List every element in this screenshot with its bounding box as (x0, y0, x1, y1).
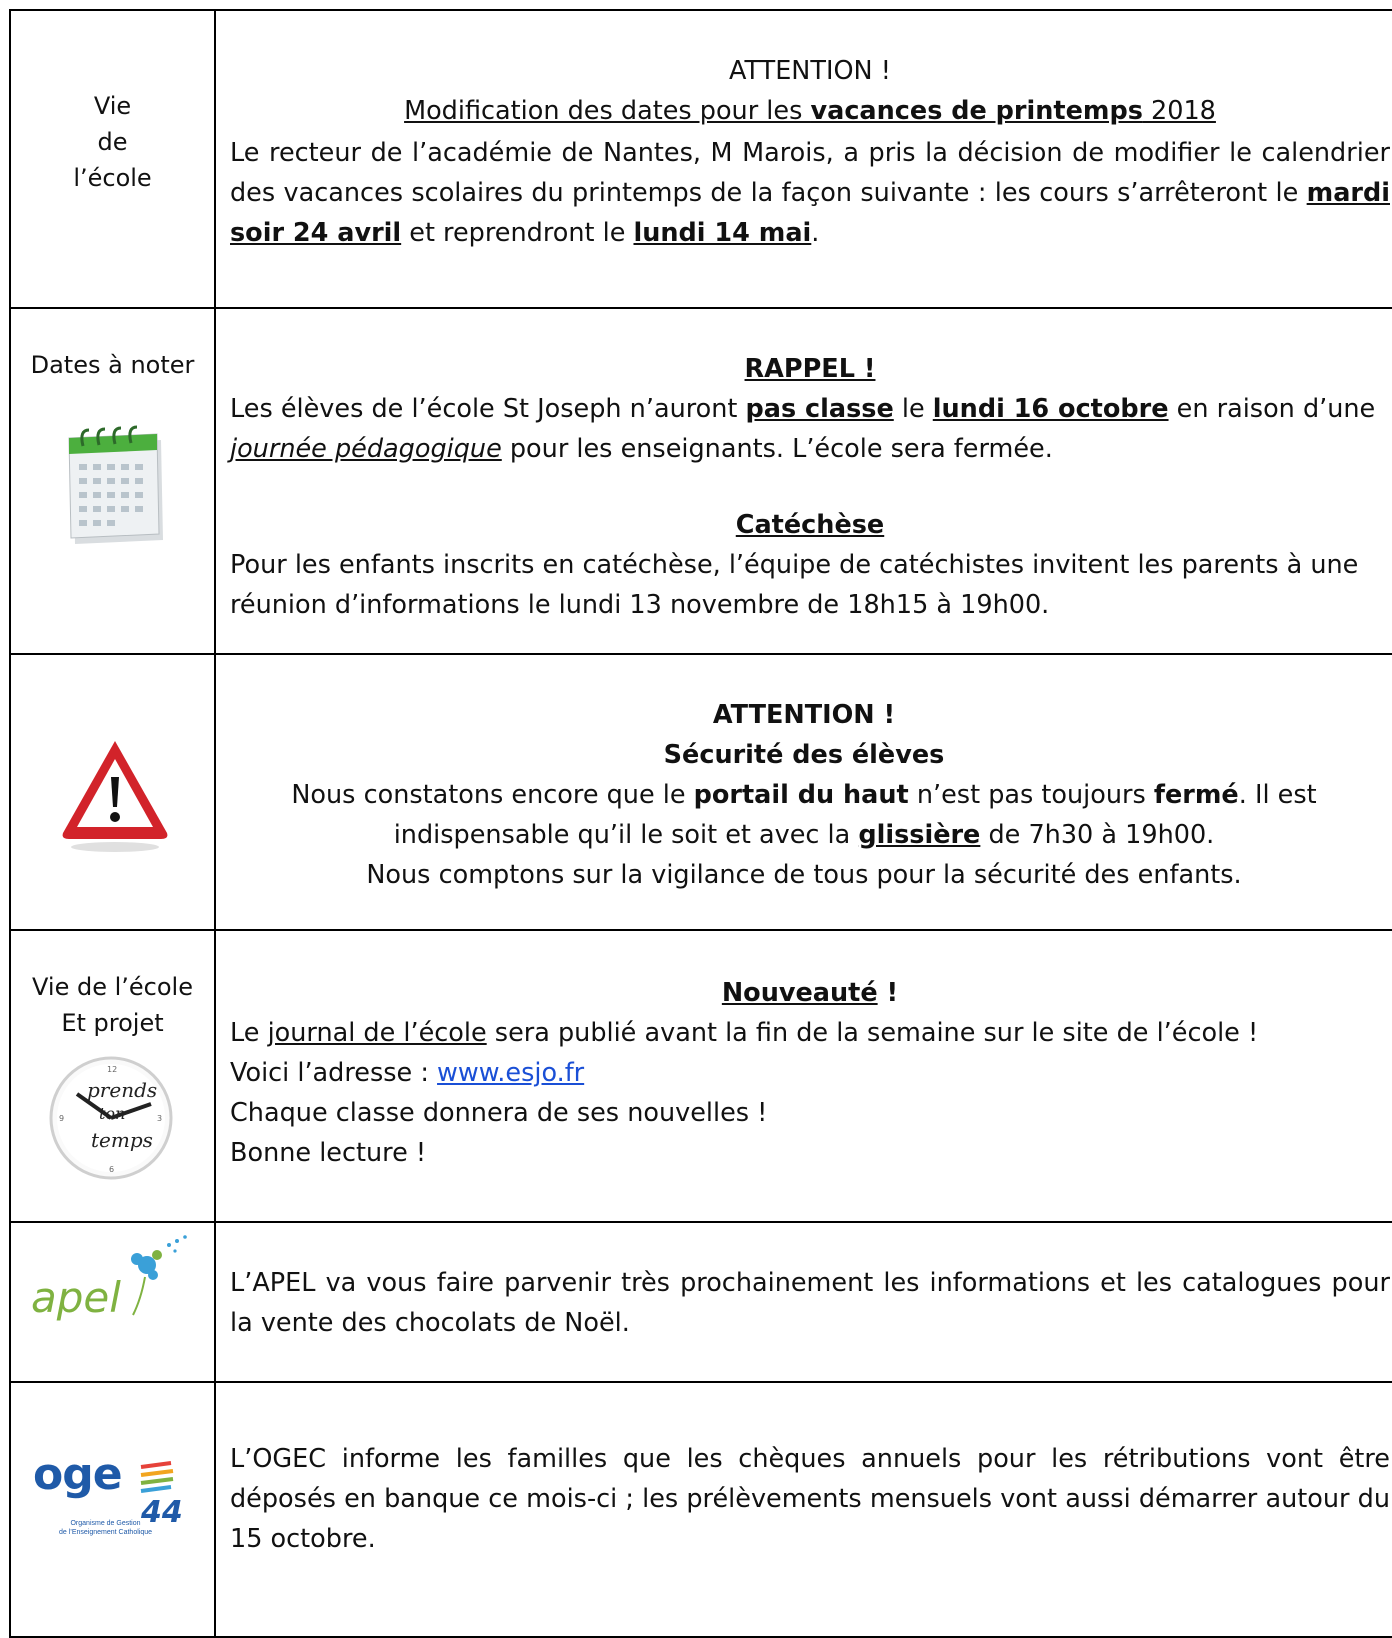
body-text: Voici l’adresse : (230, 1058, 438, 1088)
securite-line: Nous comptons sur la vigilance de tous pour la sécurité des enfants. (366, 860, 1242, 890)
securite-line (224, 775, 1384, 815)
svg-text:3: 3 (157, 1114, 163, 1123)
vacances-subtitle (230, 91, 1390, 131)
apel-logo (29, 1229, 199, 1339)
securite-title: Sécurité des élèves (663, 740, 945, 770)
date-stop: mardi soir 24 avril (230, 178, 1390, 248)
vacances-content (230, 51, 1390, 253)
row-vacances (9, 9, 1392, 307)
body-text: . (811, 218, 820, 248)
body-text: Le recteur de l’académie de Nantes, M Marois, a pris la décision de modifier le calendrier des vacances scolaires du printemps de la façon suivante : les cours s’arrêteront le (230, 138, 1390, 208)
row-label-vie-ecole (11, 88, 214, 196)
emphasis: glissière (858, 820, 981, 850)
apel-logo-text: apel (31, 1273, 121, 1322)
body-text: et reprendront le (401, 218, 634, 248)
body-text: n’est pas toujours (908, 780, 1154, 810)
emphasis-italic: journée pédagogique (230, 434, 502, 464)
subtitle-line: Organisme de Gestion (70, 1520, 141, 1527)
vacances-body (230, 133, 1390, 253)
heading-underlined: Nouveauté (721, 978, 878, 1008)
journal-underlined: journal de l’école (267, 1018, 487, 1048)
clock-icon (47, 1054, 175, 1182)
row-apel (9, 1221, 1392, 1381)
date-resume: lundi 14 mai (633, 218, 812, 248)
subtitle-text: Modification des dates pour les (404, 96, 811, 126)
securite-line (224, 815, 1384, 855)
row-securite (9, 653, 1392, 929)
subtitle-line: de l’Enseignement Catholique (59, 1529, 153, 1536)
catechese-body: Pour les enfants inscrits en catéchèse, l’équipe de catéchistes invitent les parents à une réunion d’informations le lundi 13 novembre de 18h15 à 19h00. (230, 550, 1359, 620)
apel-body: L’APEL va vous faire parvenir très prochainement les informations et les catalogues pour la vente des chocolats de Noël. (230, 1268, 1390, 1338)
emphasis: portail du haut (693, 780, 909, 810)
nouveaute-heading (230, 973, 1390, 1013)
emphasis: pas classe (745, 394, 894, 424)
securite-attention: ATTENTION ! (712, 700, 896, 730)
heading-exclamation: ! (877, 978, 899, 1008)
body-text: Nous constatons encore que le (291, 780, 694, 810)
dates-content (230, 349, 1390, 625)
body-text: de 7h30 à 19h00. (980, 820, 1215, 850)
emphasis: fermé (1153, 780, 1239, 810)
rappel-body (230, 389, 1390, 469)
row-ogec (9, 1381, 1392, 1638)
body-text: Le (230, 1018, 268, 1048)
svg-text:12: 12 (107, 1065, 118, 1074)
attention-heading: ATTENTION ! (729, 56, 891, 86)
warning-icon (57, 735, 173, 855)
body-text: en raison d’une (1168, 394, 1376, 424)
securite-content (224, 695, 1384, 895)
body-text: le (893, 394, 933, 424)
body-text: indispensable qu’il le soit et avec la (393, 820, 859, 850)
ogec-body: L’OGEC informe les familles que les chèques annuels pour les rétributions vont être déposés en banque ce mois-ci ; les prélèvements mensuels vont aussi démarrer autour du 15 octobre. (230, 1444, 1390, 1554)
row-label-projet (11, 969, 214, 1041)
website-link[interactable]: www.esjo.fr (437, 1058, 585, 1088)
row-label-dates: Dates à noter (30, 351, 195, 379)
body-text: pour les enseignants. L’école sera fermée. (501, 434, 1053, 464)
row-dates (9, 307, 1392, 653)
spacer (230, 469, 1390, 505)
ogec-logo-subtitle (59, 1519, 152, 1537)
subtitle-bold: vacances de printemps (810, 96, 1143, 126)
newsletter-table (9, 9, 1392, 1638)
label-line: de (97, 128, 128, 156)
journal-line: Chaque classe donnera de ses nouvelles ! (230, 1098, 768, 1128)
clock-word: prends (87, 1078, 158, 1102)
catechese-heading: Catéchèse (735, 510, 885, 540)
journal-content (230, 973, 1390, 1173)
clock-word: ton (99, 1104, 126, 1123)
clock-word: temps (91, 1128, 153, 1152)
journal-line: Bonne lecture ! (230, 1138, 427, 1168)
journal-line (230, 1053, 1390, 1093)
label-line: Et projet (61, 1009, 164, 1037)
label-line: Vie (93, 92, 132, 120)
rappel-heading: RAPPEL ! (744, 354, 876, 384)
subtitle-year: 2018 (1142, 96, 1216, 126)
journal-line (230, 1013, 1390, 1053)
ogec-logo-number: 44 (141, 1495, 183, 1530)
calendar-icon (61, 414, 171, 544)
label-line: l’école (73, 164, 152, 192)
svg-text:9: 9 (59, 1114, 65, 1123)
svg-text:6: 6 (109, 1165, 115, 1174)
body-text: . Il est (1238, 780, 1317, 810)
body-text: Les élèves de l’école St Joseph n’auront (230, 394, 746, 424)
ogec-logo-text: oge (33, 1449, 122, 1500)
body-text: sera publié avant la fin de la semaine sur le site de l’école ! (486, 1018, 1259, 1048)
ogec-logo (25, 1445, 205, 1555)
emphasis-date: lundi 16 octobre (932, 394, 1169, 424)
row-journal (9, 929, 1392, 1221)
label-line: Vie de l’école (32, 973, 193, 1001)
